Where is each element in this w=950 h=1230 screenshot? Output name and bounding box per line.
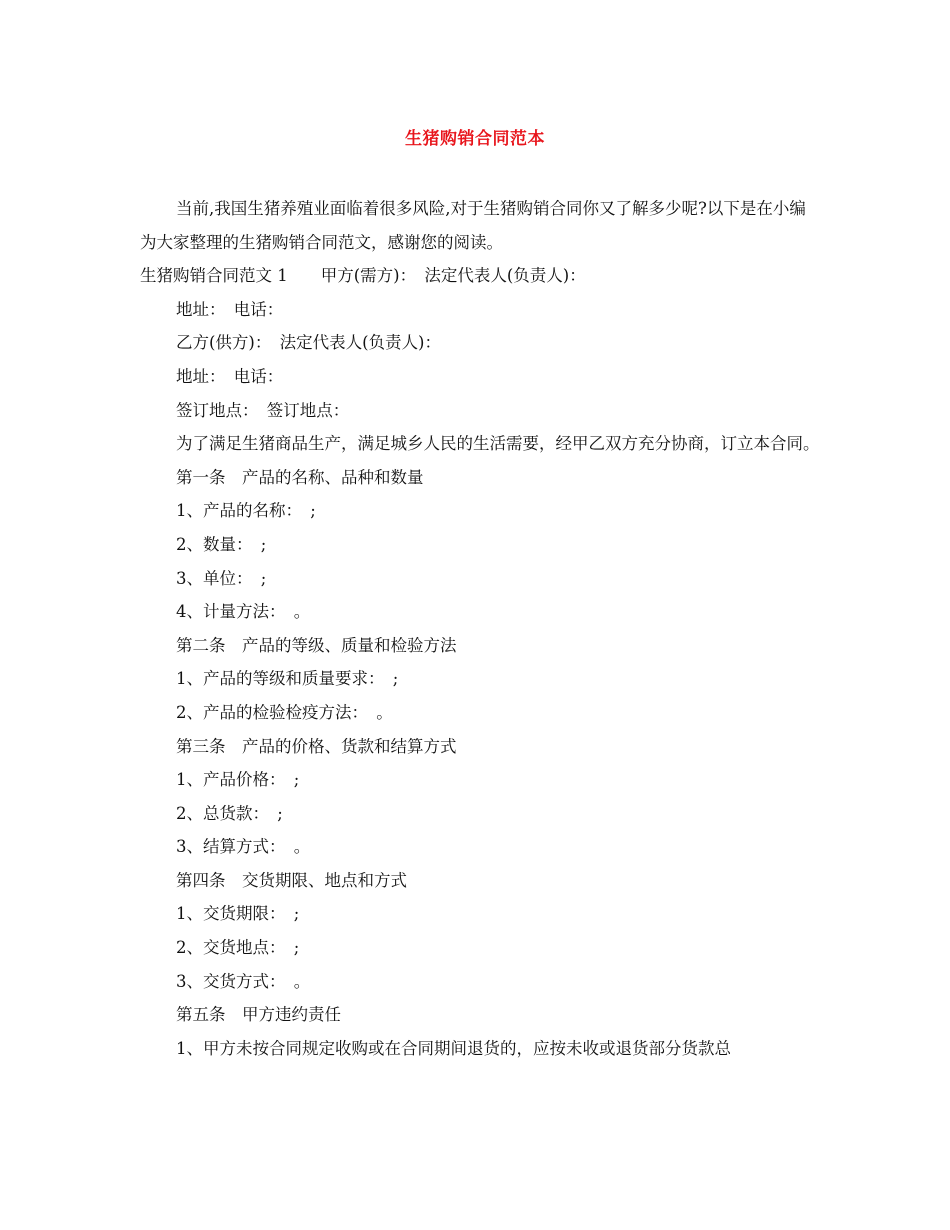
article-2-heading: 第二条 产品的等级、质量和检验方法 [176,635,457,655]
article-4-item-1: 1、交货期限： ; [176,904,300,924]
article-4-item-3: 3、交货方式： 。 [176,971,311,991]
document-title: 生猪购销合同范本 [405,129,545,149]
signing-place-line: 签订地点： 签订地点： [176,400,350,420]
party-a-address-line: 地址： 电话： [176,299,284,319]
article-2-item-1: 1、产品的等级和质量要求： ; [176,669,399,689]
article-5-item-1: 1、甲方未按合同规定收购或在合同期间退货的，应按未收或退货部分货款总 [176,1038,731,1058]
article-1-item-2: 2、数量： ; [176,534,267,554]
article-3-item-3: 3、结算方式： 。 [176,837,311,857]
document-body [140,192,820,1065]
intro-paragraph: 当前,我国生猪养殖业面临着很多风险,对于生猪购销合同你又了解多少呢?以下是在小编为大家整理的生猪购销合同范文，感谢您的阅读。 [140,199,806,252]
article-3-heading: 第三条 产品的价格、货款和结算方式 [176,736,457,756]
article-4-heading: 第四条 交货期限、地点和方式 [176,870,407,890]
article-3-item-1: 1、产品价格： ; [176,770,300,790]
article-5-heading: 第五条 甲方违约责任 [176,1005,341,1025]
purpose-paragraph: 为了满足生猪商品生产，满足城乡人民的生活需要，经甲乙双方充分协商，订立本合同。 [176,434,820,454]
article-1-item-3: 3、单位： ; [176,568,267,588]
article-1-item-4: 4、计量方法： 。 [176,602,311,622]
article-3-item-2: 2、总货款： ; [176,803,283,823]
article-4-item-2: 2、交货地点： ; [176,938,300,958]
article-1-heading: 第一条 产品的名称、品种和数量 [176,467,424,487]
party-b-address-line: 地址： 电话： [176,366,284,386]
party-b-line: 乙方(供方)： 法定代表人(负责人)： [176,333,441,353]
article-1-item-1: 1、产品的名称： ; [176,501,316,521]
article-2-item-2: 2、产品的检验检疫方法： 。 [176,702,393,722]
contract-heading-line: 生猪购销合同范文 1 甲方(需方)： 法定代表人(负责人)： [140,266,586,286]
